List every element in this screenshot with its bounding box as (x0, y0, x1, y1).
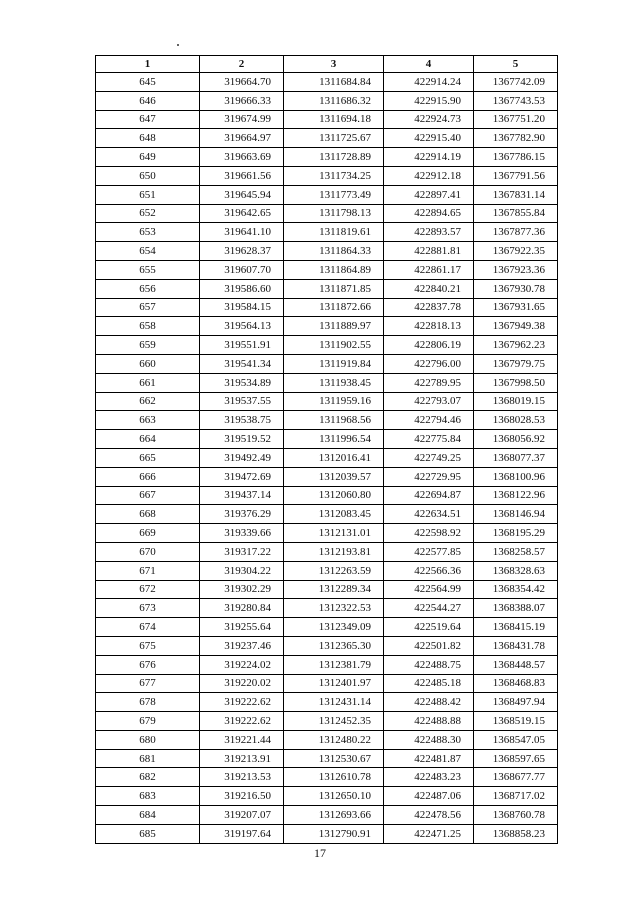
row-number-cell: 685 (96, 824, 200, 843)
row-number-cell: 683 (96, 787, 200, 806)
table-row (96, 91, 558, 110)
coordinate-cell: 319317.22 (200, 542, 284, 561)
row-number-cell: 675 (96, 636, 200, 655)
table-row (96, 260, 558, 279)
coordinate-cell: 422840.21 (384, 279, 474, 298)
coordinate-cell: 1312365.30 (284, 636, 384, 655)
coordinate-cell: 422818.13 (384, 317, 474, 336)
coordinate-cell: 422566.36 (384, 561, 474, 580)
coordinate-cell: 319222.62 (200, 693, 284, 712)
coordinate-cell: 1367949.38 (474, 317, 558, 336)
table-row (96, 599, 558, 618)
table-row (96, 317, 558, 336)
coordinate-cell: 1312480.22 (284, 730, 384, 749)
table-row (96, 524, 558, 543)
coordinate-cell: 422694.87 (384, 486, 474, 505)
table-row (96, 392, 558, 411)
coordinate-cell: 1368019.15 (474, 392, 558, 411)
coordinate-cell: 1367962.23 (474, 336, 558, 355)
coordinate-cell: 319213.53 (200, 768, 284, 787)
coordinate-cell: 1312790.91 (284, 824, 384, 843)
row-number-cell: 647 (96, 110, 200, 129)
coordinate-cell: 1312322.53 (284, 599, 384, 618)
table-row (96, 223, 558, 242)
coordinate-cell: 422914.19 (384, 148, 474, 167)
coordinate-cell: 1311773.49 (284, 185, 384, 204)
table-row (96, 448, 558, 467)
coordinate-cell: 319586.60 (200, 279, 284, 298)
row-number-cell: 648 (96, 129, 200, 148)
table-row (96, 204, 558, 223)
coordinate-cell: 1311684.84 (284, 73, 384, 92)
coordinate-cell: 1367791.56 (474, 166, 558, 185)
table-row (96, 373, 558, 392)
coordinate-cell: 319666.33 (200, 91, 284, 110)
coordinate-cell: 422915.90 (384, 91, 474, 110)
row-number-cell: 679 (96, 712, 200, 731)
coordinate-cell: 1311996.54 (284, 430, 384, 449)
coordinate-cell: 1312016.41 (284, 448, 384, 467)
table-row (96, 806, 558, 825)
table-row (96, 467, 558, 486)
coordinate-cell: 1312131.01 (284, 524, 384, 543)
row-number-cell: 660 (96, 354, 200, 373)
row-number-cell: 663 (96, 411, 200, 430)
coordinate-cell: 1311728.89 (284, 148, 384, 167)
coordinate-cell: 319519.52 (200, 430, 284, 449)
coordinate-cell: 422897.41 (384, 185, 474, 204)
row-number-cell: 669 (96, 524, 200, 543)
coordinate-cell: 319207.07 (200, 806, 284, 825)
coordinate-cell: 422861.17 (384, 260, 474, 279)
coordinate-cell: 1368388.07 (474, 599, 558, 618)
coordinate-cell: 319541.34 (200, 354, 284, 373)
coordinate-cell: 319661.56 (200, 166, 284, 185)
table-row (96, 185, 558, 204)
coordinate-cell: 1368468.83 (474, 674, 558, 693)
coordinate-cell: 319663.69 (200, 148, 284, 167)
coordinate-cell: 1312083.45 (284, 505, 384, 524)
coordinate-cell: 319607.70 (200, 260, 284, 279)
coordinate-cell: 1367855.84 (474, 204, 558, 223)
coordinates-table (95, 55, 558, 844)
coordinate-cell: 422488.30 (384, 730, 474, 749)
table-row (96, 430, 558, 449)
coordinate-cell: 319551.91 (200, 336, 284, 355)
row-number-cell: 645 (96, 73, 200, 92)
row-number-cell: 681 (96, 749, 200, 768)
table-row (96, 561, 558, 580)
table-row (96, 166, 558, 185)
table-row (96, 336, 558, 355)
row-number-cell: 670 (96, 542, 200, 561)
table-body (96, 73, 558, 844)
coordinate-cell: 422796.00 (384, 354, 474, 373)
table-header (96, 56, 558, 73)
coordinate-cell: 422483.23 (384, 768, 474, 787)
row-number-cell: 667 (96, 486, 200, 505)
coordinate-cell: 1367979.75 (474, 354, 558, 373)
table-row (96, 712, 558, 731)
coordinate-cell: 1368328.63 (474, 561, 558, 580)
coordinate-cell: 1367923.36 (474, 260, 558, 279)
coordinate-cell: 319339.66 (200, 524, 284, 543)
column-header: 1 (96, 56, 200, 73)
column-header: 3 (284, 56, 384, 73)
table-row (96, 542, 558, 561)
coordinate-cell: 319538.75 (200, 411, 284, 430)
coordinate-cell: 319492.49 (200, 448, 284, 467)
coordinate-cell: 1368354.42 (474, 580, 558, 599)
row-number-cell: 652 (96, 204, 200, 223)
row-number-cell: 666 (96, 467, 200, 486)
coordinate-cell: 319216.50 (200, 787, 284, 806)
coordinate-cell: 1367998.50 (474, 373, 558, 392)
coordinate-cell: 1311819.61 (284, 223, 384, 242)
coordinate-cell: 1311798.13 (284, 204, 384, 223)
coordinate-cell: 1312693.66 (284, 806, 384, 825)
coordinate-cell: 1312431.14 (284, 693, 384, 712)
table-row (96, 636, 558, 655)
coordinate-cell: 1311694.18 (284, 110, 384, 129)
coordinate-cell: 1311919.84 (284, 354, 384, 373)
coordinate-cell: 1312060.80 (284, 486, 384, 505)
coordinate-cell: 422488.42 (384, 693, 474, 712)
coordinate-cell: 1368195.29 (474, 524, 558, 543)
coordinate-cell: 1312381.79 (284, 655, 384, 674)
row-number-cell: 661 (96, 373, 200, 392)
table-row (96, 148, 558, 167)
row-number-cell: 676 (96, 655, 200, 674)
coordinate-cell: 1311872.66 (284, 298, 384, 317)
coordinate-cell: 422729.95 (384, 467, 474, 486)
coordinate-cell: 1368028.53 (474, 411, 558, 430)
coordinate-cell: 319537.55 (200, 392, 284, 411)
coordinate-cell: 1311864.33 (284, 242, 384, 261)
coordinate-cell: 1311968.56 (284, 411, 384, 430)
coordinate-cell: 422564.99 (384, 580, 474, 599)
coordinate-cell: 319280.84 (200, 599, 284, 618)
coordinate-cell: 1367931.65 (474, 298, 558, 317)
table-row (96, 505, 558, 524)
coordinate-cell: 1312349.09 (284, 618, 384, 637)
coordinate-cell: 1367782.90 (474, 129, 558, 148)
coordinate-cell: 319674.99 (200, 110, 284, 129)
coordinate-cell: 422749.25 (384, 448, 474, 467)
coordinate-cell: 422478.56 (384, 806, 474, 825)
coordinate-cell: 319222.62 (200, 712, 284, 731)
page-number: 17 (314, 846, 326, 860)
coordinate-cell: 319437.14 (200, 486, 284, 505)
row-number-cell: 649 (96, 148, 200, 167)
row-number-cell: 674 (96, 618, 200, 637)
coordinate-cell: 1312530.67 (284, 749, 384, 768)
coordinate-cell: 319642.65 (200, 204, 284, 223)
table-row (96, 655, 558, 674)
coordinate-cell: 1367786.15 (474, 148, 558, 167)
row-number-cell: 678 (96, 693, 200, 712)
coordinate-cell: 1367922.35 (474, 242, 558, 261)
coordinate-cell: 1367751.20 (474, 110, 558, 129)
coordinate-cell: 1368056.92 (474, 430, 558, 449)
coordinate-cell: 422914.24 (384, 73, 474, 92)
coordinate-cell: 1368597.65 (474, 749, 558, 768)
coordinate-cell: 1368100.96 (474, 467, 558, 486)
coordinate-cell: 422837.78 (384, 298, 474, 317)
coordinate-cell: 422487.06 (384, 787, 474, 806)
coordinate-cell: 1367831.14 (474, 185, 558, 204)
coordinate-cell: 422775.84 (384, 430, 474, 449)
row-number-cell: 677 (96, 674, 200, 693)
coordinate-cell: 1311725.67 (284, 129, 384, 148)
coordinate-cell: 319237.46 (200, 636, 284, 655)
table-row (96, 73, 558, 92)
row-number-cell: 655 (96, 260, 200, 279)
table-row (96, 730, 558, 749)
coordinate-cell: 319255.64 (200, 618, 284, 637)
coordinate-cell: 422471.25 (384, 824, 474, 843)
coordinate-cell: 1311864.89 (284, 260, 384, 279)
coordinate-cell: 422924.73 (384, 110, 474, 129)
coordinate-cell: 422481.87 (384, 749, 474, 768)
coordinate-cell: 1368677.77 (474, 768, 558, 787)
coordinate-cell: 1367742.09 (474, 73, 558, 92)
coordinate-cell: 422881.81 (384, 242, 474, 261)
table-row (96, 298, 558, 317)
coordinate-cell: 1368497.94 (474, 693, 558, 712)
column-header: 5 (474, 56, 558, 73)
coordinate-cell: 422577.85 (384, 542, 474, 561)
coordinate-cell: 1312610.78 (284, 768, 384, 787)
coordinate-cell: 319197.64 (200, 824, 284, 843)
coordinate-cell: 422793.07 (384, 392, 474, 411)
coordinate-cell: 1368415.19 (474, 618, 558, 637)
coordinate-cell: 319376.29 (200, 505, 284, 524)
table-row (96, 768, 558, 787)
row-number-cell: 656 (96, 279, 200, 298)
coordinate-cell: 422893.57 (384, 223, 474, 242)
row-number-cell: 684 (96, 806, 200, 825)
coordinate-cell: 422519.64 (384, 618, 474, 637)
coordinate-cell: 422789.95 (384, 373, 474, 392)
coordinate-cell: 422488.75 (384, 655, 474, 674)
coordinate-cell: 1312289.34 (284, 580, 384, 599)
coordinate-cell: 422488.88 (384, 712, 474, 731)
row-number-cell: 657 (96, 298, 200, 317)
coordinate-cell: 1368077.37 (474, 448, 558, 467)
header-row (96, 56, 558, 73)
coordinate-cell: 1311871.85 (284, 279, 384, 298)
table-row (96, 110, 558, 129)
row-number-cell: 668 (96, 505, 200, 524)
column-header: 2 (200, 56, 284, 73)
coordinate-cell: 1368858.23 (474, 824, 558, 843)
coordinate-cell: 1312193.81 (284, 542, 384, 561)
coordinate-cell: 1368519.15 (474, 712, 558, 731)
coordinate-cell: 1311938.45 (284, 373, 384, 392)
row-number-cell: 680 (96, 730, 200, 749)
coordinate-cell: 319641.10 (200, 223, 284, 242)
coordinate-cell: 422915.40 (384, 129, 474, 148)
coordinate-cell: 319224.02 (200, 655, 284, 674)
coordinate-cell: 1312263.59 (284, 561, 384, 580)
row-number-cell: 673 (96, 599, 200, 618)
coordinate-cell: 319213.91 (200, 749, 284, 768)
coordinate-cell: 1312452.35 (284, 712, 384, 731)
coordinate-cell: 1368717.02 (474, 787, 558, 806)
coordinate-cell: 1368448.57 (474, 655, 558, 674)
coordinate-cell: 1312401.97 (284, 674, 384, 693)
table-row (96, 618, 558, 637)
coordinate-cell: 319584.15 (200, 298, 284, 317)
coordinate-cell: 319534.89 (200, 373, 284, 392)
table-row (96, 749, 558, 768)
table-row (96, 411, 558, 430)
table-row (96, 674, 558, 693)
coordinate-cell: 422544.27 (384, 599, 474, 618)
row-number-cell: 658 (96, 317, 200, 336)
row-number-cell: 659 (96, 336, 200, 355)
coordinate-cell: 422806.19 (384, 336, 474, 355)
coordinate-cell: 319304.22 (200, 561, 284, 580)
coordinate-cell: 1311959.16 (284, 392, 384, 411)
coordinate-cell: 1368431.78 (474, 636, 558, 655)
coordinate-cell: 1311889.97 (284, 317, 384, 336)
table-row (96, 354, 558, 373)
coordinate-cell: 1368258.57 (474, 542, 558, 561)
coordinate-cell: 1311734.25 (284, 166, 384, 185)
table-row (96, 279, 558, 298)
coordinate-cell: 1311686.32 (284, 91, 384, 110)
coordinate-cell: 319664.70 (200, 73, 284, 92)
coordinate-cell: 1368146.94 (474, 505, 558, 524)
row-number-cell: 664 (96, 430, 200, 449)
table-row (96, 129, 558, 148)
coordinate-cell: 319664.97 (200, 129, 284, 148)
coordinate-cell: 319645.94 (200, 185, 284, 204)
coordinate-cell: 319302.29 (200, 580, 284, 599)
coordinate-cell: 1367877.36 (474, 223, 558, 242)
table-row (96, 486, 558, 505)
coordinate-cell: 1368122.96 (474, 486, 558, 505)
row-number-cell: 653 (96, 223, 200, 242)
coordinate-cell: 422894.65 (384, 204, 474, 223)
coordinate-cell: 1367930.78 (474, 279, 558, 298)
coordinate-cell: 1312039.57 (284, 467, 384, 486)
row-number-cell: 665 (96, 448, 200, 467)
coordinate-cell: 1311902.55 (284, 336, 384, 355)
row-number-cell: 651 (96, 185, 200, 204)
coordinate-cell: 1312650.10 (284, 787, 384, 806)
coordinate-cell: 422501.82 (384, 636, 474, 655)
row-number-cell: 671 (96, 561, 200, 580)
table-row (96, 580, 558, 599)
row-number-cell: 672 (96, 580, 200, 599)
row-number-cell: 650 (96, 166, 200, 185)
table-row (96, 787, 558, 806)
row-number-cell: 646 (96, 91, 200, 110)
coordinate-cell: 422912.18 (384, 166, 474, 185)
row-number-cell: 682 (96, 768, 200, 787)
row-number-cell: 662 (96, 392, 200, 411)
coordinate-cell: 1368760.78 (474, 806, 558, 825)
coordinate-cell: 319564.13 (200, 317, 284, 336)
scan-speck (177, 44, 179, 46)
coordinate-cell: 319221.44 (200, 730, 284, 749)
table-row (96, 693, 558, 712)
coordinate-cell: 422485.18 (384, 674, 474, 693)
coordinate-cell: 422634.51 (384, 505, 474, 524)
coordinate-cell: 319472.69 (200, 467, 284, 486)
coordinate-cell: 1367743.53 (474, 91, 558, 110)
table-row (96, 824, 558, 843)
coordinate-cell: 422794.46 (384, 411, 474, 430)
coordinate-cell: 319220.02 (200, 674, 284, 693)
column-header: 4 (384, 56, 474, 73)
table-row (96, 242, 558, 261)
coordinate-cell: 422598.92 (384, 524, 474, 543)
row-number-cell: 654 (96, 242, 200, 261)
coordinate-cell: 1368547.05 (474, 730, 558, 749)
coordinate-cell: 319628.37 (200, 242, 284, 261)
